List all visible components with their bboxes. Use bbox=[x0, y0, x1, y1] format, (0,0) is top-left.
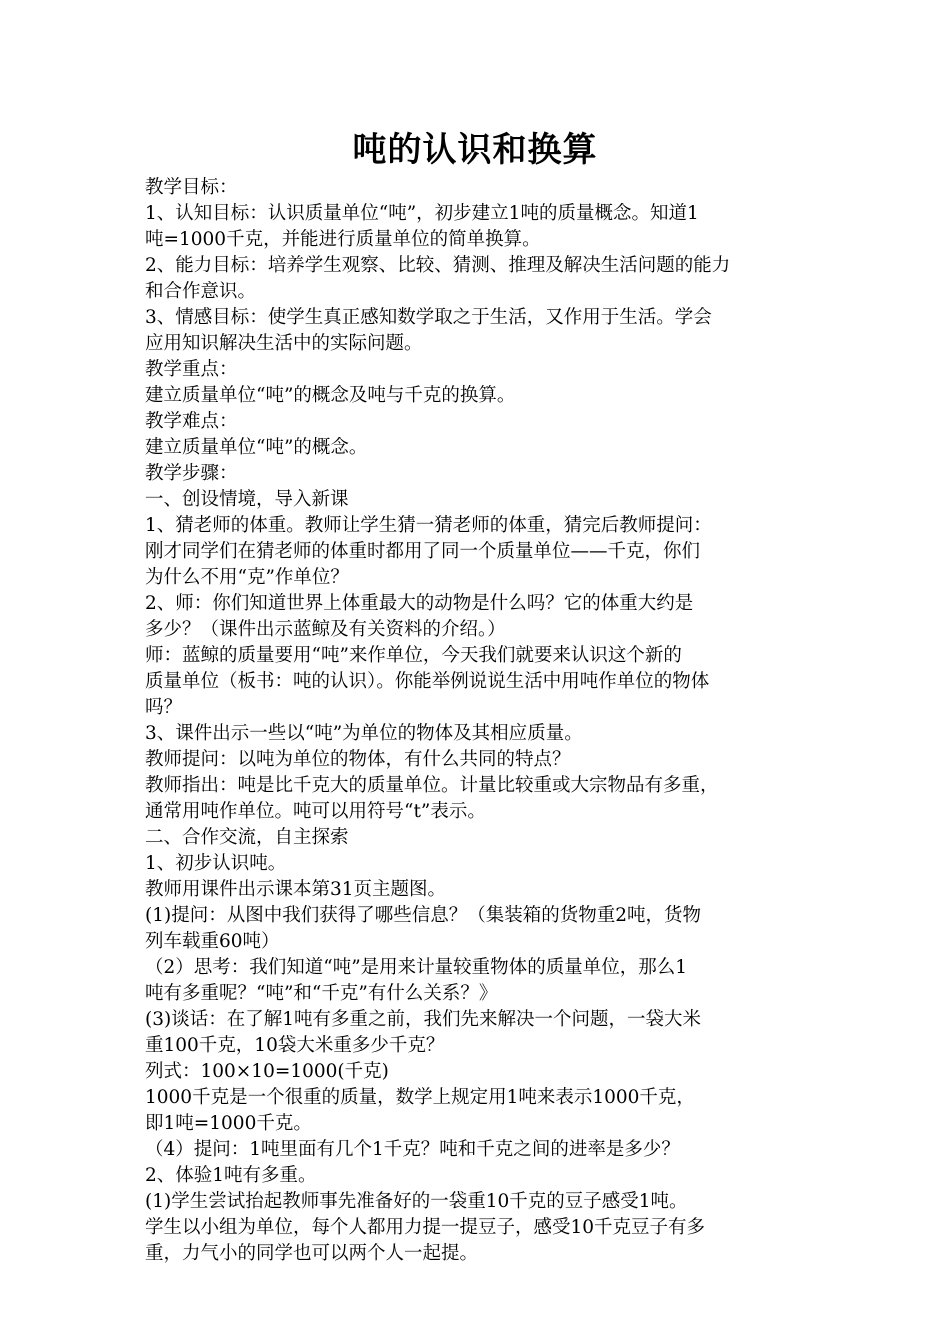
text-line: 重，力气小的同学也可以两个人一起提。 bbox=[145, 1243, 479, 1264]
document-body bbox=[145, 175, 815, 1267]
text-line: 2、体验1吨有多重。 bbox=[145, 1165, 317, 1186]
text-line: 3、情感目标：使学生真正感知数学取之于生活，又作用于生活。学会 bbox=[145, 307, 712, 328]
text-line: 质量单位（板书：吨的认识）。你能举例说说生活中用吨作单位的物体 bbox=[145, 671, 710, 692]
text-line: 列车载重60吨） bbox=[145, 931, 280, 952]
text-line: 师：蓝鲸的质量要用“吨”来作单位，今天我们就要来认识这个新的 bbox=[145, 645, 682, 666]
text-line: （4）提问：1吨里面有几个1千克？吨和千克之间的进率是多少？ bbox=[145, 1139, 680, 1160]
text-line: 建立质量单位“吨”的概念及吨与千克的换算。 bbox=[145, 385, 516, 406]
text-line: 1000千克是一个很重的质量，数学上规定用1吨来表示1000千克， bbox=[145, 1087, 695, 1108]
text-line: 吨=1000千克，并能进行质量单位的简单换算。 bbox=[145, 229, 541, 250]
text-line: 教师提问：以吨为单位的物体，有什么共同的特点？ bbox=[145, 749, 571, 770]
text-line: 教学难点： bbox=[145, 411, 238, 432]
text-line: (3)谈话：在了解1吨有多重之前，我们先来解决一个问题，一袋大米 bbox=[145, 1009, 701, 1030]
text-line: 1、猜老师的体重。教师让学生猜一猜老师的体重，猜完后教师提问： bbox=[145, 515, 712, 536]
text-line: 吗？ bbox=[145, 697, 183, 718]
text-line: 应用知识解决生活中的实际问题。 bbox=[145, 333, 423, 354]
text-line: 即1吨=1000千克。 bbox=[145, 1113, 312, 1134]
text-line: 2、师：你们知道世界上体重最大的动物是什么吗？它的体重大约是 bbox=[145, 593, 694, 614]
text-line: 学生以小组为单位，每个人都用力提一提豆子，感受10千克豆子有多 bbox=[145, 1217, 706, 1238]
text-line: 吨有多重呢？“吨”和“千克”有什么关系？》 bbox=[145, 983, 498, 1004]
text-line: 教师指出：吨是比千克大的质量单位。计量比较重或大宗物品有多重， bbox=[145, 775, 719, 796]
text-line: 多少？（课件出示蓝鲸及有关资料的介绍。） bbox=[145, 619, 506, 640]
document-title: 吨的认识和换算 bbox=[352, 130, 598, 170]
text-line: 1、认知目标：认识质量单位“吨”，初步建立1吨的质量概念。知道1 bbox=[145, 203, 699, 224]
text-line: 教学步骤： bbox=[145, 463, 238, 484]
text-line: (1)提问：从图中我们获得了哪些信息？（集装箱的货物重2吨，货物 bbox=[145, 905, 701, 926]
text-line: 和合作意识。 bbox=[145, 281, 257, 302]
text-line: (1)学生尝试抬起教师事先准备好的一袋重10千克的豆子感受1吨。 bbox=[145, 1191, 688, 1212]
text-line: 刚才同学们在猜老师的体重时都用了同一个质量单位——千克，你们 bbox=[145, 541, 701, 562]
text-line: 2、能力目标：培养学生观察、比较、猜测、推理及解决生活问题的能力 bbox=[145, 255, 731, 276]
text-line: 教学重点： bbox=[145, 359, 238, 380]
text-line: 重100千克，10袋大米重多少千克？ bbox=[145, 1035, 445, 1056]
text-line: 为什么不用“克”作单位？ bbox=[145, 567, 349, 588]
text-line: 列式：100×10=1000(千克) bbox=[145, 1061, 389, 1082]
text-line: 建立质量单位“吨”的概念。 bbox=[145, 437, 368, 458]
text-line: （2）思考：我们知道“吨”是用来计量较重物体的质量单位，那么1 bbox=[145, 957, 687, 978]
text-line: 3、课件出示一些以“吨”为单位的物体及其相应质量。 bbox=[145, 723, 583, 744]
text-line: 教师用课件出示课本第31页主题图。 bbox=[145, 879, 447, 900]
text-line: 1、初步认识吨。 bbox=[145, 853, 287, 874]
text-line: 二、合作交流，自主探索 bbox=[145, 827, 349, 848]
text-line: 通常用吨作单位。吨可以用符号“t”表示。 bbox=[145, 801, 486, 822]
text-line: 一、创设情境，导入新课 bbox=[145, 489, 349, 510]
text-line: 教学目标： bbox=[145, 177, 238, 198]
